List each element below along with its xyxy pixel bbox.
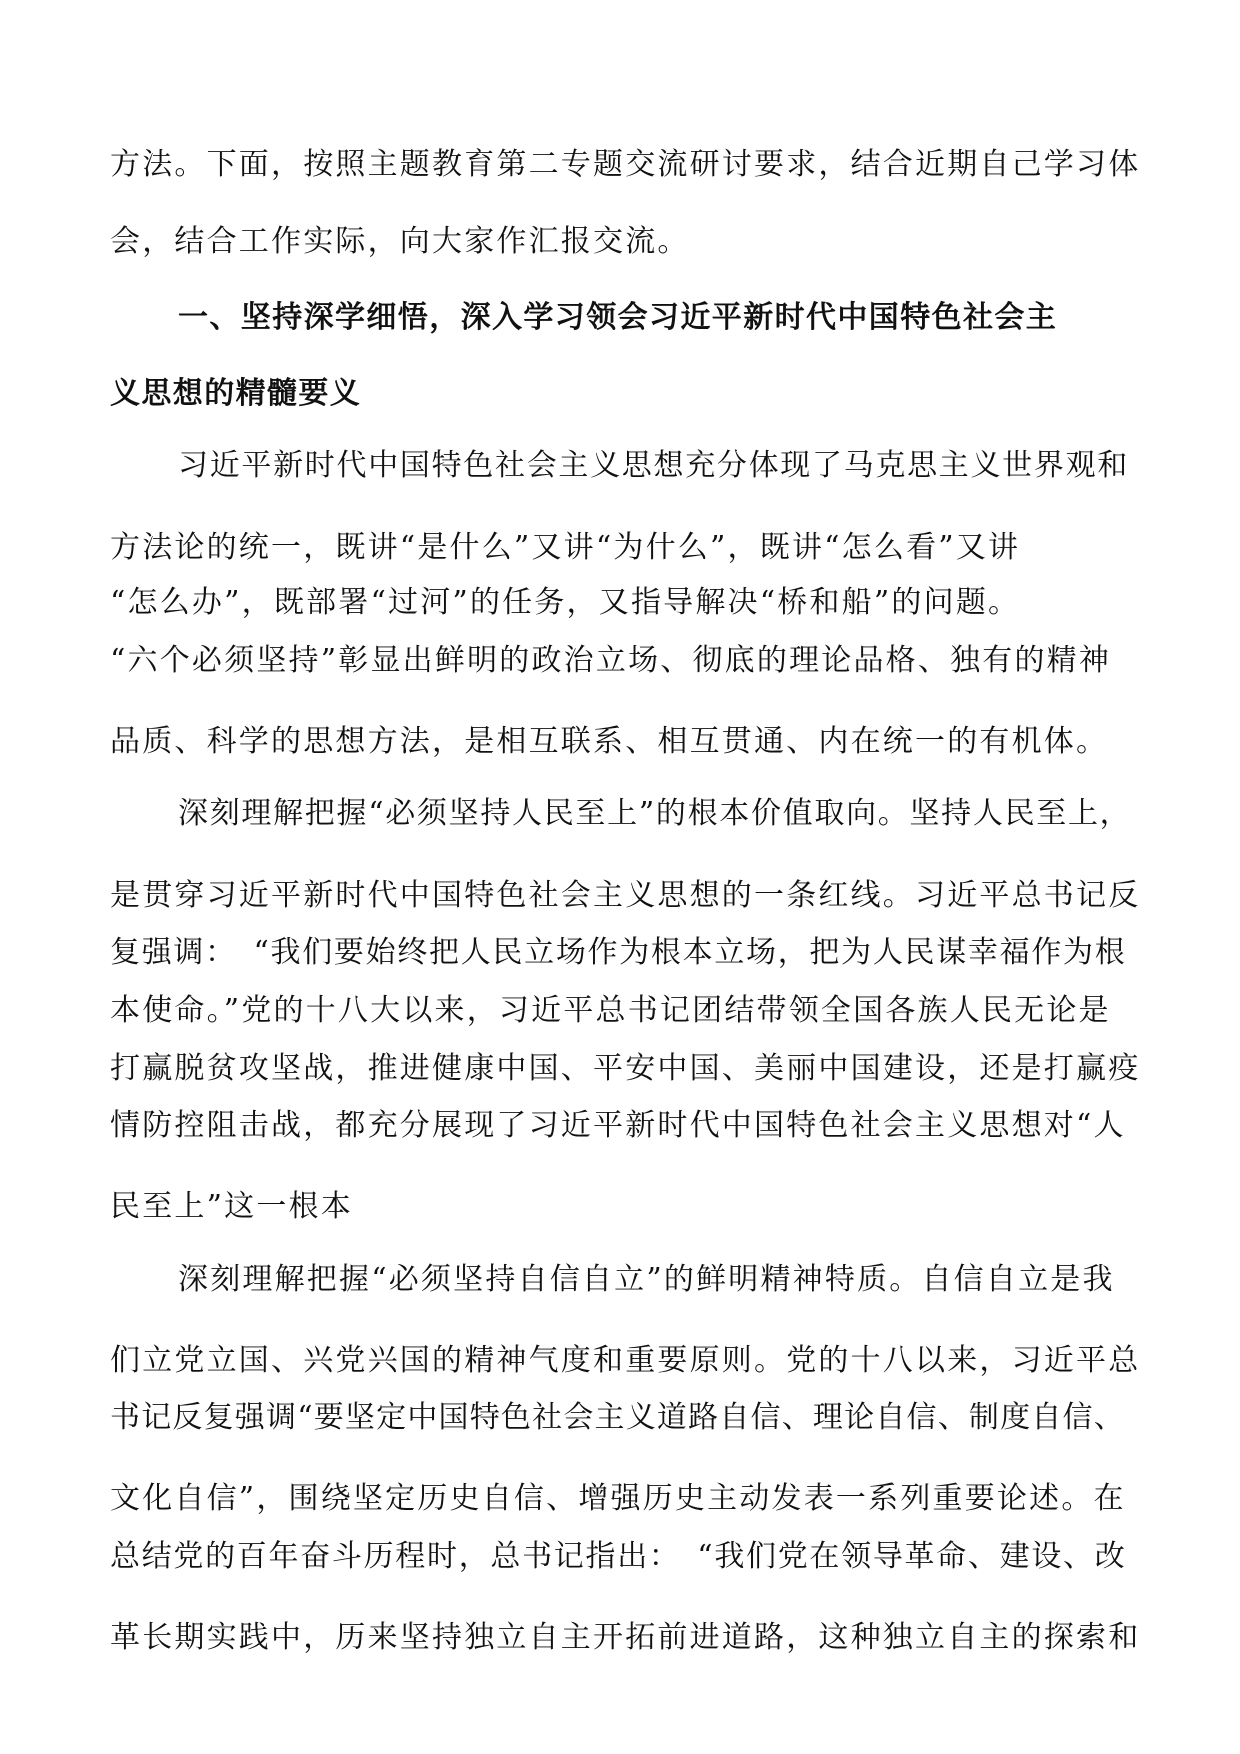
text-line: 打赢脱贫攻坚战，推进健康中国、平安中国、美丽中国建设，还是打赢疫 <box>110 1051 1141 1086</box>
text-line: 深刻理解把握“必须坚持人民至上”的根本价值取向。坚持人民至上， <box>178 796 1132 831</box>
text-line: 书记反复强调“要坚定中国特色社会主义道路自信、理论自信、制度自信、 <box>110 1400 1125 1435</box>
text-line: 方法论的统一，既讲“是什么”又讲“为什么”，既讲“怎么看”又讲 <box>110 530 1021 565</box>
text-line: 总结党的百年奋斗历程时，总书记指出： “我们党在领导革命、建设、改 <box>110 1539 1127 1574</box>
text-line: 情防控阻击战，都充分展现了习近平新时代中国特色社会主义思想对“人 <box>110 1108 1126 1143</box>
text-line: 方法。下面，按照主题教育第二专题交流研讨要求，结合近期自己学习体 <box>110 147 1141 182</box>
text-line: “怎么办”，既部署“过河”的任务，又指导解决“桥和船”的问题。 <box>110 585 1021 620</box>
section-heading: 义思想的精髓要义 <box>110 376 362 411</box>
text-line: 们立党立国、兴党兴国的精神气度和重要原则。党的十八以来，习近平总 <box>110 1343 1141 1378</box>
text-line: 深刻理解把握“必须坚持自信自立”的鲜明精神特质。自信自立是我 <box>178 1262 1115 1297</box>
text-line: 本使命。”党的十八大以来，习近平总书记团结带领全国各族人民无论是 <box>110 993 1111 1028</box>
text-line: 是贯穿习近平新时代中国特色社会主义思想的一条红线。习近平总书记反 <box>110 878 1141 913</box>
text-line: 会，结合工作实际，向大家作汇报交流。 <box>110 224 690 259</box>
section-heading: 一、坚持深学细悟，深入学习领会习近平新时代中国特色社会主 <box>178 300 1058 335</box>
text-line: 民至上”这一根本 <box>110 1189 353 1224</box>
text-line: 习近平新时代中国特色社会主义思想充分体现了马克思主义世界观和 <box>178 448 1129 483</box>
text-line: 革长期实践中，历来坚持独立自主开拓前进道路，这种独立自主的探索和 <box>110 1620 1141 1655</box>
text-line: 文化自信”，围绕坚定历史自信、增强历史主动发表一系列重要论述。在 <box>110 1481 1126 1516</box>
text-line: “六个必须坚持”彰显出鲜明的政治立场、彻底的理论品格、独有的精神 <box>110 643 1112 678</box>
text-line: 品质、科学的思想方法，是相互联系、相互贯通、内在统一的有机体。 <box>110 724 1109 759</box>
text-line: 复强调： “我们要始终把人民立场作为根本立场，把为人民谋幸福作为根 <box>110 935 1127 970</box>
